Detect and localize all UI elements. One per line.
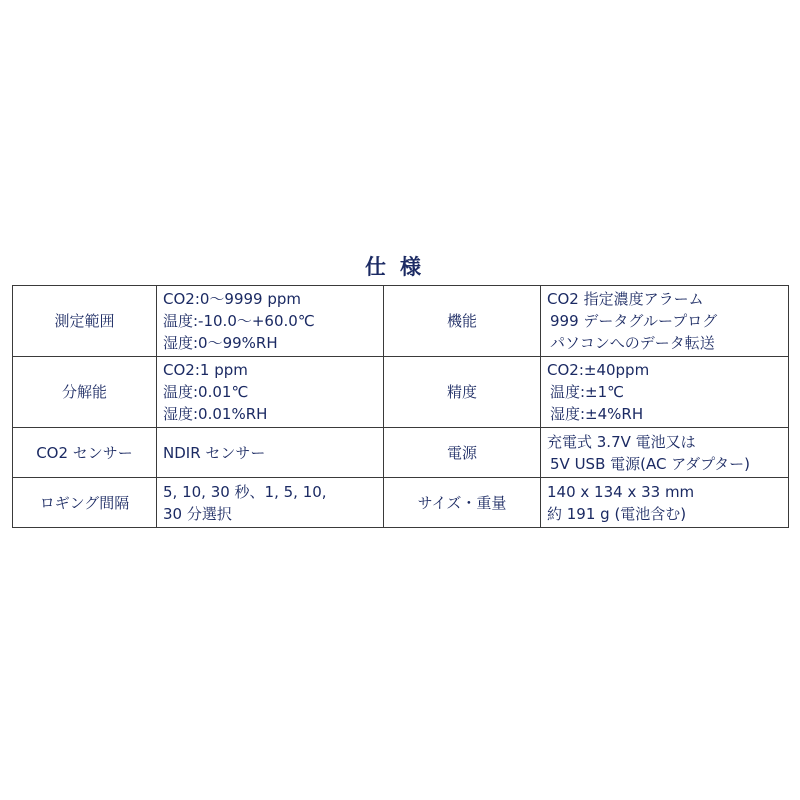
table-row bbox=[13, 357, 789, 428]
spec-value-measurement-range bbox=[157, 286, 384, 357]
spec-value-line: NDIR センサー bbox=[163, 443, 266, 462]
spec-value-line: 5V USB 電源(AC アダプター) bbox=[550, 454, 750, 473]
spec-label-resolution: 分解能 bbox=[13, 357, 157, 428]
spec-label-logging-interval: ロギング間隔 bbox=[13, 478, 157, 528]
spec-value-line: 5, 10, 30 秒、1, 5, 10, bbox=[163, 482, 327, 501]
spec-value-resolution bbox=[157, 357, 384, 428]
spec-label-power: 電源 bbox=[384, 428, 541, 478]
table-row bbox=[13, 286, 789, 357]
spec-value-line: CO2 指定濃度アラーム bbox=[547, 290, 704, 308]
spec-value-line: 湿度:±4%RH bbox=[550, 405, 644, 423]
spec-value-line: 湿度:0～99%RH bbox=[163, 334, 278, 352]
spec-value-line: 999 データグループログ bbox=[550, 312, 718, 330]
table-row bbox=[13, 428, 789, 478]
spec-value-line: CO2:0～9999 ppm bbox=[163, 290, 302, 308]
spec-value-functions bbox=[541, 286, 789, 357]
spec-value-line: 温度:±1℃ bbox=[550, 383, 625, 401]
spec-value-line: 湿度:0.01%RH bbox=[163, 405, 268, 423]
spec-value-logging-interval bbox=[157, 478, 384, 528]
spec-value-accuracy bbox=[541, 357, 789, 428]
spec-value-line: 充電式 3.7V 電池又は bbox=[547, 432, 696, 451]
spec-value-line: 140 x 134 x 33 mm bbox=[547, 482, 695, 501]
spec-value-power bbox=[541, 428, 789, 478]
spec-value-co2-sensor bbox=[157, 428, 384, 478]
spec-value-line: 約 191 g (電池含む) bbox=[547, 504, 687, 523]
spec-value-line: CO2:1 ppm bbox=[163, 361, 248, 379]
spec-value-line: 30 分選択 bbox=[163, 504, 232, 523]
spec-table bbox=[12, 285, 789, 528]
spec-value-size-weight bbox=[541, 478, 789, 528]
spec-value-line: 温度:-10.0～+60.0℃ bbox=[163, 312, 315, 330]
spec-value-line: パソコンへのデータ転送 bbox=[550, 334, 715, 352]
spec-title: 仕様 bbox=[365, 255, 435, 279]
spec-value-line: 温度:0.01℃ bbox=[163, 383, 249, 401]
spec-label-measurement-range: 測定範囲 bbox=[13, 286, 157, 357]
spec-label-functions: 機能 bbox=[384, 286, 541, 357]
spec-label-size-weight: サイズ・重量 bbox=[384, 478, 541, 528]
spec-value-line: CO2:±40ppm bbox=[547, 361, 650, 379]
table-row bbox=[13, 478, 789, 528]
spec-label-co2-sensor: CO2 センサー bbox=[13, 428, 157, 478]
spec-label-accuracy: 精度 bbox=[384, 357, 541, 428]
